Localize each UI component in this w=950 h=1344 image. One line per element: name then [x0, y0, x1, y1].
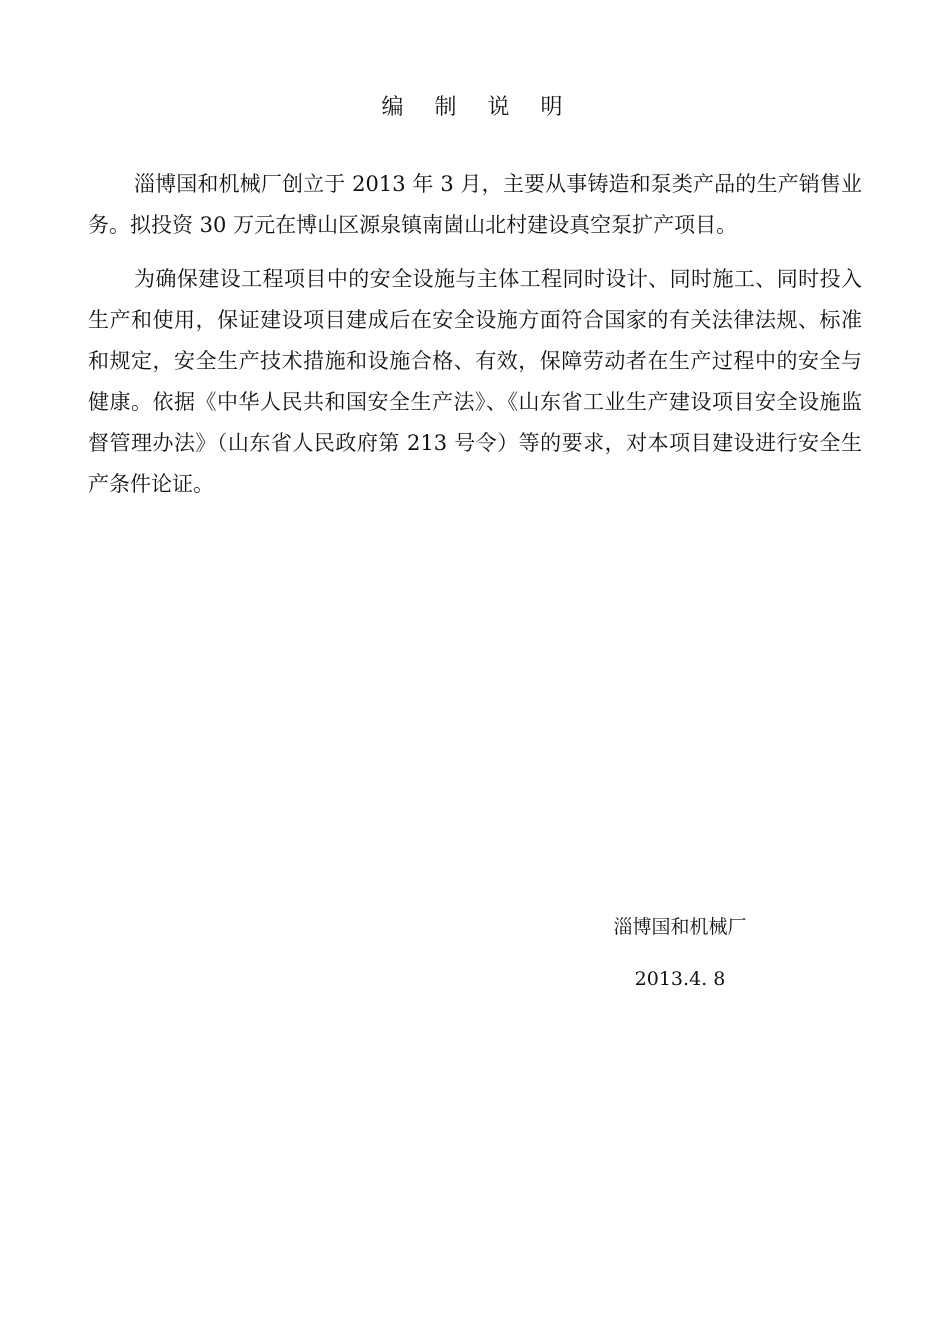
paragraph-purpose: 为确保建设工程项目中的安全设施与主体工程同时设计、同时施工、同时投入生产和使用，保证建设项目建成后在安全设施方面符合国家的有关法律法规、标准和规定，安全生产技术措施和设施合格、有效，保障劳动者在生产过程中的安全与健康。依据《中华人民共和国安全生产法》、《山东省工业生产建设项目安全设施监督管理办法》（山东省人民政府第 213 号令）等的要求，对本项目建设进行安全生产条件论证。	[88, 267, 862, 496]
signature-date: 2013.4. 8	[634, 968, 726, 990]
document-body	[88, 164, 862, 518]
signature-block	[560, 912, 800, 994]
signature-organization: 淄博国和机械厂	[613, 916, 747, 938]
document-title: 编 制 说 明	[381, 95, 575, 120]
paragraph-intro: 淄博国和机械厂创立于 2013 年 3 月，主要从事铸造和泵类产品的生产销售业务。拟投资 30 万元在博山区源泉镇南崮山北村建设真空泵扩产项目。	[88, 172, 862, 237]
